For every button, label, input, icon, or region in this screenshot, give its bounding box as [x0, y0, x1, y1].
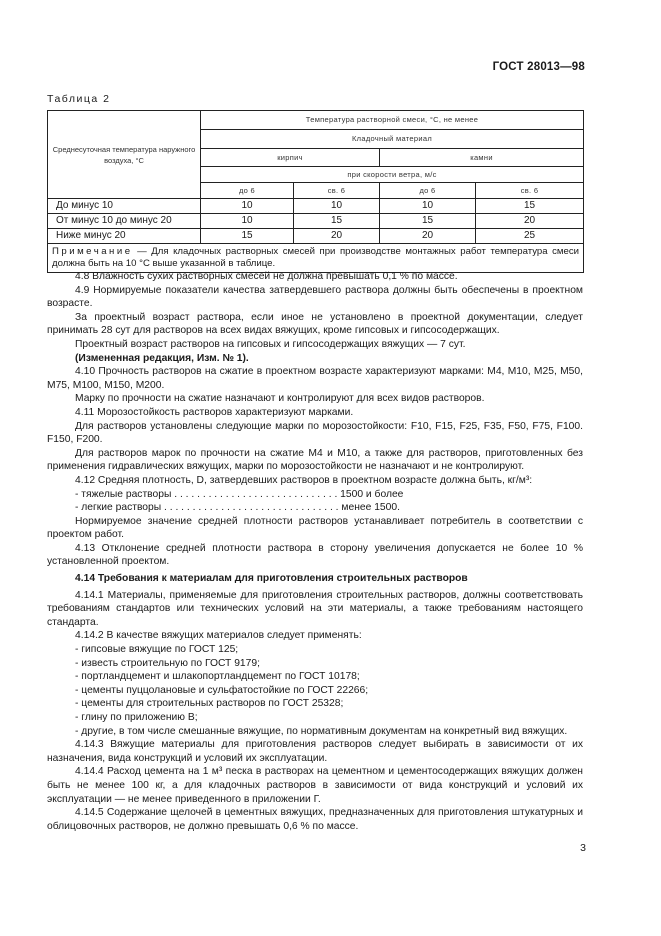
table-cell: 10 — [294, 199, 380, 214]
table-row-label: Ниже минус 20 — [48, 229, 201, 244]
table-note-label: Примечание — [52, 246, 133, 257]
paragraph: За проектный возраст раствора, если иное не установлено в проектной документации, следует принимать 28 сут для растворов на всех видах вяжущих, кроме гипсовых и гипсосодержащих. — [47, 311, 583, 337]
document-code: ГОСТ 28013—98 — [492, 61, 585, 73]
table-caption: Таблица 2 — [47, 93, 111, 105]
paragraph: Нормируемое значение средней плотности растворов устанавливает потребитель в соответствии с проектом работ. — [47, 515, 583, 541]
list-item: - цементы для строительных растворов по ГОСТ 25328; — [75, 698, 344, 710]
paragraph-4-14-1: 4.14.1 Материалы, применяемые для приготовления строительных растворов, должны соответствовать требованиям стандартов или технических условий на эти материалы, а также требованиям настоящего стандарта. — [47, 589, 583, 628]
table-material-brick: кирпич — [201, 149, 380, 167]
table-sub-header: Кладочный материал — [201, 130, 584, 149]
table-cell: 20 — [476, 214, 584, 229]
table-left-header: Среднесуточная температура наружного воздуха, °С — [48, 111, 201, 199]
table-cell: 10 — [201, 199, 294, 214]
paragraph-4-14-4: 4.14.4 Расход цемента на 1 м³ песка в растворах на цементном и цементосодержащих вяжущих должен быть не менее 100 кг, а для кладочных растворов в зависимости от вида конструкций и условий их эксплуатации — не менее приведенного в приложении Г. — [47, 766, 583, 805]
section-heading-4-14: 4.14 Требования к материалам для приготовления строительных растворов — [75, 573, 468, 585]
table-cell: 20 — [294, 229, 380, 244]
paragraph: Проектный возраст растворов на гипсовых и гипсосодержащих вяжущих — 7 сут. — [75, 338, 466, 350]
table-wind-col: до 6 — [201, 183, 294, 199]
page-number: 3 — [580, 842, 586, 854]
paragraph-4-10: 4.10 Прочность растворов на сжатие в проектном возрасте характеризуют марками: М4, М10, М25, М50, М75, М100, М150, М200. — [47, 366, 583, 391]
list-item: - глину по приложению В; — [75, 712, 198, 723]
table-cell: 20 — [380, 229, 476, 244]
table-row-label: До минус 10 — [48, 199, 201, 214]
table-wind-col: св. 6 — [476, 183, 584, 199]
paragraph-4-14-5: 4.14.5 Содержание щелочей в цементных вяжущих, предназначенных для приготовления штукатурных и облицовочных растворов, не должно превышать 0,6 % по массе. — [47, 807, 583, 832]
paragraph-4-11: 4.11 Морозостойкость растворов характеризуют марками. — [75, 406, 354, 418]
table-material-stone: камни — [380, 149, 584, 167]
paragraph: Для растворов марок по прочности на сжатие М4 и М10, а также для растворов, приготовленных без применения гидравлических вяжущих, марки по морозостойкости не назначают и не контролируют. — [47, 447, 583, 473]
paragraph-4-14-3: 4.14.3 Вяжущие материалы для приготовления растворов следует выбирать в зависимости от их назначения, вида конструкций и условий их эксплуатации. — [47, 739, 583, 764]
table-row — [48, 214, 584, 229]
table-row-label: От минус 10 до минус 20 — [48, 214, 201, 229]
table-cell: 15 — [476, 199, 584, 214]
paragraph-4-14-2: 4.14.2 В качестве вяжущих материалов следует применять: — [75, 630, 362, 642]
paragraph-4-13: 4.13 Отклонение средней плотности раствора в сторону увеличения допускается не более 10 % установленной проектом. — [47, 542, 583, 568]
list-item: - гипсовые вяжущие по ГОСТ 125; — [75, 644, 239, 656]
table-note-row — [48, 244, 584, 273]
paragraph: Марку по прочности на сжатие назначают и контролируют для всех видов растворов. — [75, 393, 485, 405]
table-cell: 10 — [201, 214, 294, 229]
list-item: - другие, в том числе смешанные вяжущие, по нормативным документам на конкретный вид вяжущих. — [75, 725, 568, 737]
table-cell: 15 — [380, 214, 476, 229]
table-wind-header: при скорости ветра, м/с — [201, 167, 584, 183]
table-wind-col: св. 6 — [294, 183, 380, 199]
table-wind-col: до 6 — [380, 183, 476, 199]
table-cell: 10 — [380, 199, 476, 214]
document-body — [47, 270, 583, 833]
table-cell: 15 — [294, 214, 380, 229]
list-item: - портландцемент и шлакопортландцемент по ГОСТ 10178; — [75, 671, 360, 683]
temperature-table — [47, 110, 584, 273]
table-cell: 25 — [476, 229, 584, 244]
list-item: - легкие растворы . . . . . . . . . . . . . . . . . . . . . . . . . . . . . . . менее 1500. — [75, 502, 400, 514]
list-item: - тяжелые растворы . . . . . . . . . . . . . . . . . . . . . . . . . . . . . 1500 и более — [75, 488, 404, 500]
table-top-header: Температура растворной смеси, °С, не менее — [201, 111, 584, 130]
paragraph-4-8: 4.8 Влажность сухих растворных смесей не должна превышать 0,1 % по массе. — [75, 271, 458, 282]
table-row — [48, 229, 584, 244]
table-row — [48, 199, 584, 214]
list-item: - известь строительную по ГОСТ 9179; — [75, 657, 260, 669]
table-note-text: — Для кладочных растворных смесей при производстве монтажных работ температура смеси должна быть на 10 °С выше указанной в таблице. — [52, 246, 580, 269]
list-item: - цементы пуццолановые и сульфатостойкие по ГОСТ 22266; — [75, 684, 369, 696]
paragraph-4-12: 4.12 Средняя плотность, D, затвердевших растворов в проектном возрасте должна быть, кг/м³: — [75, 474, 533, 486]
paragraph-4-9: 4.9 Нормируемые показатели качества затвердевшего раствора должны быть обеспечены в проектном возрасте. — [47, 284, 583, 310]
table-cell: 15 — [201, 229, 294, 244]
amendment-note: (Измененная редакция, Изм. № 1). — [75, 352, 249, 364]
table-note — [48, 244, 584, 273]
paragraph: Для растворов установлены следующие марки по морозостойкости: F10, F15, F25, F35, F50, F75, F100. F150, F200. — [47, 420, 583, 446]
